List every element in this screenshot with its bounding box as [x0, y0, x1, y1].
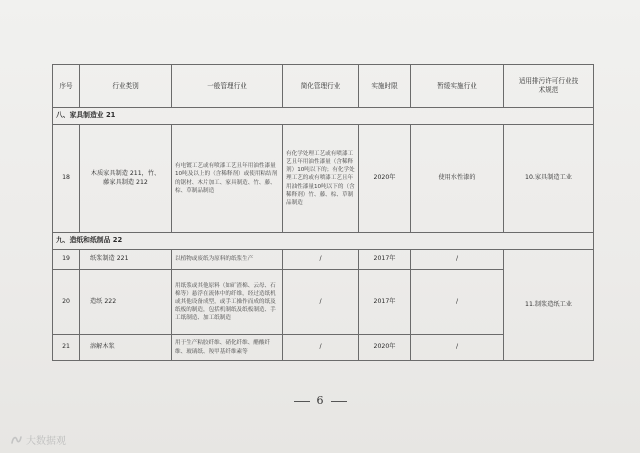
- row-category: 纸浆制造 221: [80, 250, 172, 270]
- row-general: 有电镀工艺或有喷漆工艺且年用油性漆量10吨及以上的（含稀释剂）或使用粘结剂的锯材、木片加工、家具制造、竹、藤、棕、草制品制造: [172, 125, 283, 233]
- row-suspended: /: [411, 270, 504, 335]
- table-header-row: [53, 65, 594, 108]
- row-no: 21: [53, 335, 80, 361]
- page-number-dash-left: [294, 401, 310, 402]
- row-general: 以植物或废纸为原料的纸浆生产: [172, 250, 283, 270]
- section-row: [53, 108, 594, 125]
- row-time: 2020年: [359, 125, 411, 233]
- section-title: 九、造纸和纸制品 22: [53, 233, 594, 250]
- row-general: 用纸浆或其他原料（如矿渣棉、云母、石棉等）悬浮在流体中的纤维，经过造纸机或其他设备成型，或手工操作而成的纸及纸板的制造，包括机制纸及纸板制造、手工纸制造、加工纸制造: [172, 270, 283, 335]
- header-time: 实施时限: [359, 65, 411, 108]
- table-row: [53, 250, 594, 270]
- row-suspended: /: [411, 250, 504, 270]
- row-suspended: /: [411, 335, 504, 361]
- row-simplified: /: [283, 270, 359, 335]
- page-number: [0, 394, 640, 407]
- row-time: 2017年: [359, 250, 411, 270]
- row-category: 溶解木浆: [80, 335, 172, 361]
- page-number-text: 6: [316, 394, 324, 407]
- page-number-dash-right: [331, 401, 347, 402]
- header-simplified: 简化管理行业: [283, 65, 359, 108]
- row-category: 造纸 222: [80, 270, 172, 335]
- watermark-logo-icon: [10, 434, 23, 446]
- header-category: 行业类别: [80, 65, 172, 108]
- header-no: 序号: [53, 65, 80, 108]
- row-simplified: 有化学处理工艺或有喷漆工艺且年用油性漆量（含稀释剂）10吨以下的；有化学处理工艺的或有喷漆工艺且年用油性漆量10吨以下的（含稀释剂）竹、藤、棕、草制品制造: [283, 125, 359, 233]
- row-no: 20: [53, 270, 80, 335]
- section-title: 八、家具制造业 21: [53, 108, 594, 125]
- row-general: 用于生产粘胶纤维、硝化纤维、醋酸纤维、玻璃纸、羧甲基纤维素等: [172, 335, 283, 361]
- pollutant-permit-table: [52, 64, 594, 361]
- row-category: 木质家具制造 211，竹、藤家具制造 212: [80, 125, 172, 233]
- row-spec: 11.制浆造纸工业: [504, 250, 594, 361]
- section-row: [53, 233, 594, 250]
- row-simplified: /: [283, 250, 359, 270]
- watermark-text: 大数据观: [26, 436, 66, 447]
- row-no: 18: [53, 125, 80, 233]
- watermark: [10, 432, 66, 447]
- row-suspended: 使用水性漆的: [411, 125, 504, 233]
- row-no: 19: [53, 250, 80, 270]
- header-general: 一般管理行业: [172, 65, 283, 108]
- row-simplified: /: [283, 335, 359, 361]
- row-time: 2020年: [359, 335, 411, 361]
- header-suspended: 暂缓实施行业: [411, 65, 504, 108]
- header-spec: 适用排污许可行业技术规范: [504, 65, 594, 108]
- table-row: [53, 125, 594, 233]
- row-time: 2017年: [359, 270, 411, 335]
- row-spec: 10.家具制造工业: [504, 125, 594, 233]
